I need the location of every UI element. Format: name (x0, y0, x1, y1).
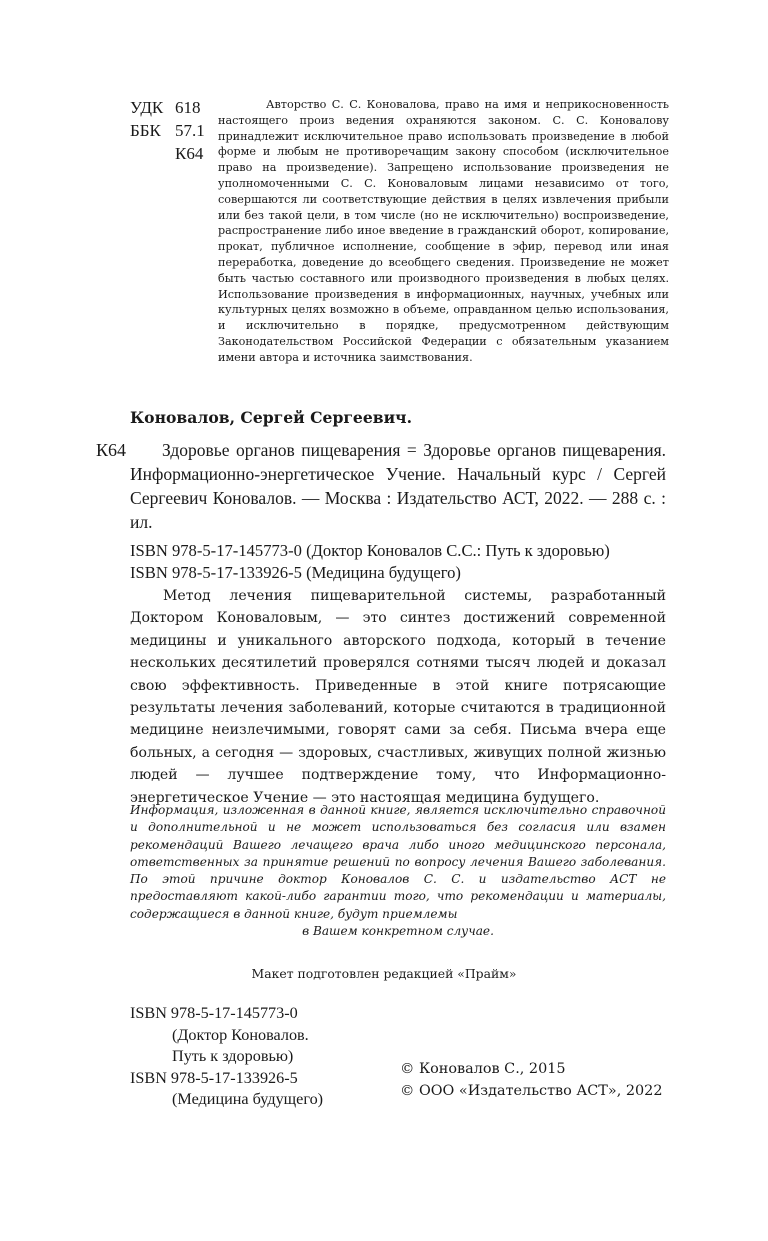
bbk-value: 57.1 (175, 121, 205, 140)
series-2: (Медицина будущего) (172, 1090, 324, 1108)
isbn-line: ISBN 978-5-17-133926-5 (Медицина будущего) (130, 563, 461, 582)
udk-label: УДК (130, 98, 164, 117)
isbn-bottom-2: ISBN 978-5-17-133926-5 (130, 1068, 298, 1087)
classification-codes (130, 96, 220, 165)
series-1-line-2: Путь к здоровью) (172, 1047, 294, 1065)
author-mark: К64 (175, 144, 204, 163)
isbn-list-bottom (130, 1003, 323, 1111)
copyright-author: © Коновалов С., 2015 (400, 1061, 566, 1077)
isbn-list-top (130, 540, 670, 584)
copyright-notice: Авторство С. С. Коновалова, право на имя и неприкосновенность настоящего произ ведения охраняются законом. С. С. Коновалову принадлежит исключительное право использовать произведение в любой форме и любым не противоречащим закону способом (исключительное право на произведение). Запрещено использование произведения не уполномоченными С. С. Коноваловым лицами независимо от того, совершаются ли соответствующие действия в целях извлечения прибыли или без такой цели, в том числе (но не исключительно) воспроизведение, распространение либо иное введение в гражданский оборот, копирование, прокат, публичное исполнение, сообщение в эфир, перевод или иная переработка, доведение до всеобщего сведения. Произведение не может быть частью составного или производного произведения в любых целях. Использование произведения в информационных, научных, учебных или культурных целях возможно в объеме, оправданном целью использования, и исключительно в порядке, предусмотренном действующим Законодательством Российской Федерации с обязательным указанием имени автора и источника заимствования. (218, 98, 669, 364)
disclaimer-last-line: в Вашем конкретном случае. (302, 924, 494, 939)
book-description: Метод лечения пищеварительной системы, разработанный Доктором Коноваловым, — это синтез достижений современной медицины и уникального авторского подхода, который в течение нескольких десятилетий проверялся сотнями тысяч людей и доказал свою эффективность. Приведенные в этой книге потрясающие результаты лечения заболеваний, которые считаются в традиционной медицине неизлечимыми, говорят сами за себя. Письма вчера еще больных, а сегодня — здоровых, счастливых, живущих полной жизнью людей — лучшее подтверждение тому, что Информационно-энергетическое Учение — это настоящая медицина будущего. (130, 588, 666, 806)
series-1-line-1: (Доктор Коновалов. (172, 1025, 309, 1044)
copyright-publisher: © ООО «Издательство АСТ», 2022 (400, 1082, 663, 1099)
bibliographic-mark: К64 (96, 440, 127, 460)
isbn-bottom-1: ISBN 978-5-17-145773-0 (130, 1004, 298, 1022)
udk-value: 618 (175, 98, 201, 117)
bbk-row (130, 119, 220, 142)
author-heading: Коновалов, Сергей Сергеевич. (130, 408, 413, 427)
disclaimer-text: Информация, изложенная в данной книге, является исключительно справочной и дополнительной и не может использоваться без согласия или взамен рекомендаций Вашего лечащего врача либо иного медицинского персонала, ответственных за принятие решений по вопросу лечения Вашего заболевания. По этой причине доктор Коновалов С. С. и издательство АСТ не предоставляют какой-либо гарантии того, что рекомендации и материалы, содержащиеся в данной книге, будут приемлемы (130, 803, 666, 921)
bbk-label: ББК (130, 121, 161, 140)
layout-note: Макет подготовлен редакцией «Прайм» (251, 966, 517, 981)
copyright-lines (400, 1059, 662, 1102)
udk-row (130, 96, 220, 119)
isbn-line: ISBN 978-5-17-145773-0 (Доктор Коновалов С.С.: Путь к здоровью) (130, 541, 610, 560)
medical-disclaimer (130, 802, 666, 940)
bibliographic-entry: Здоровье органов пищеварения = Здоровье органов пищеварения. Информационно-энергетическое Учение. Начальный курс / Сергей Сергеевич Коновалов. — Москва : Издательство АСТ, 2022. — 288 с. : ил. (130, 440, 666, 532)
